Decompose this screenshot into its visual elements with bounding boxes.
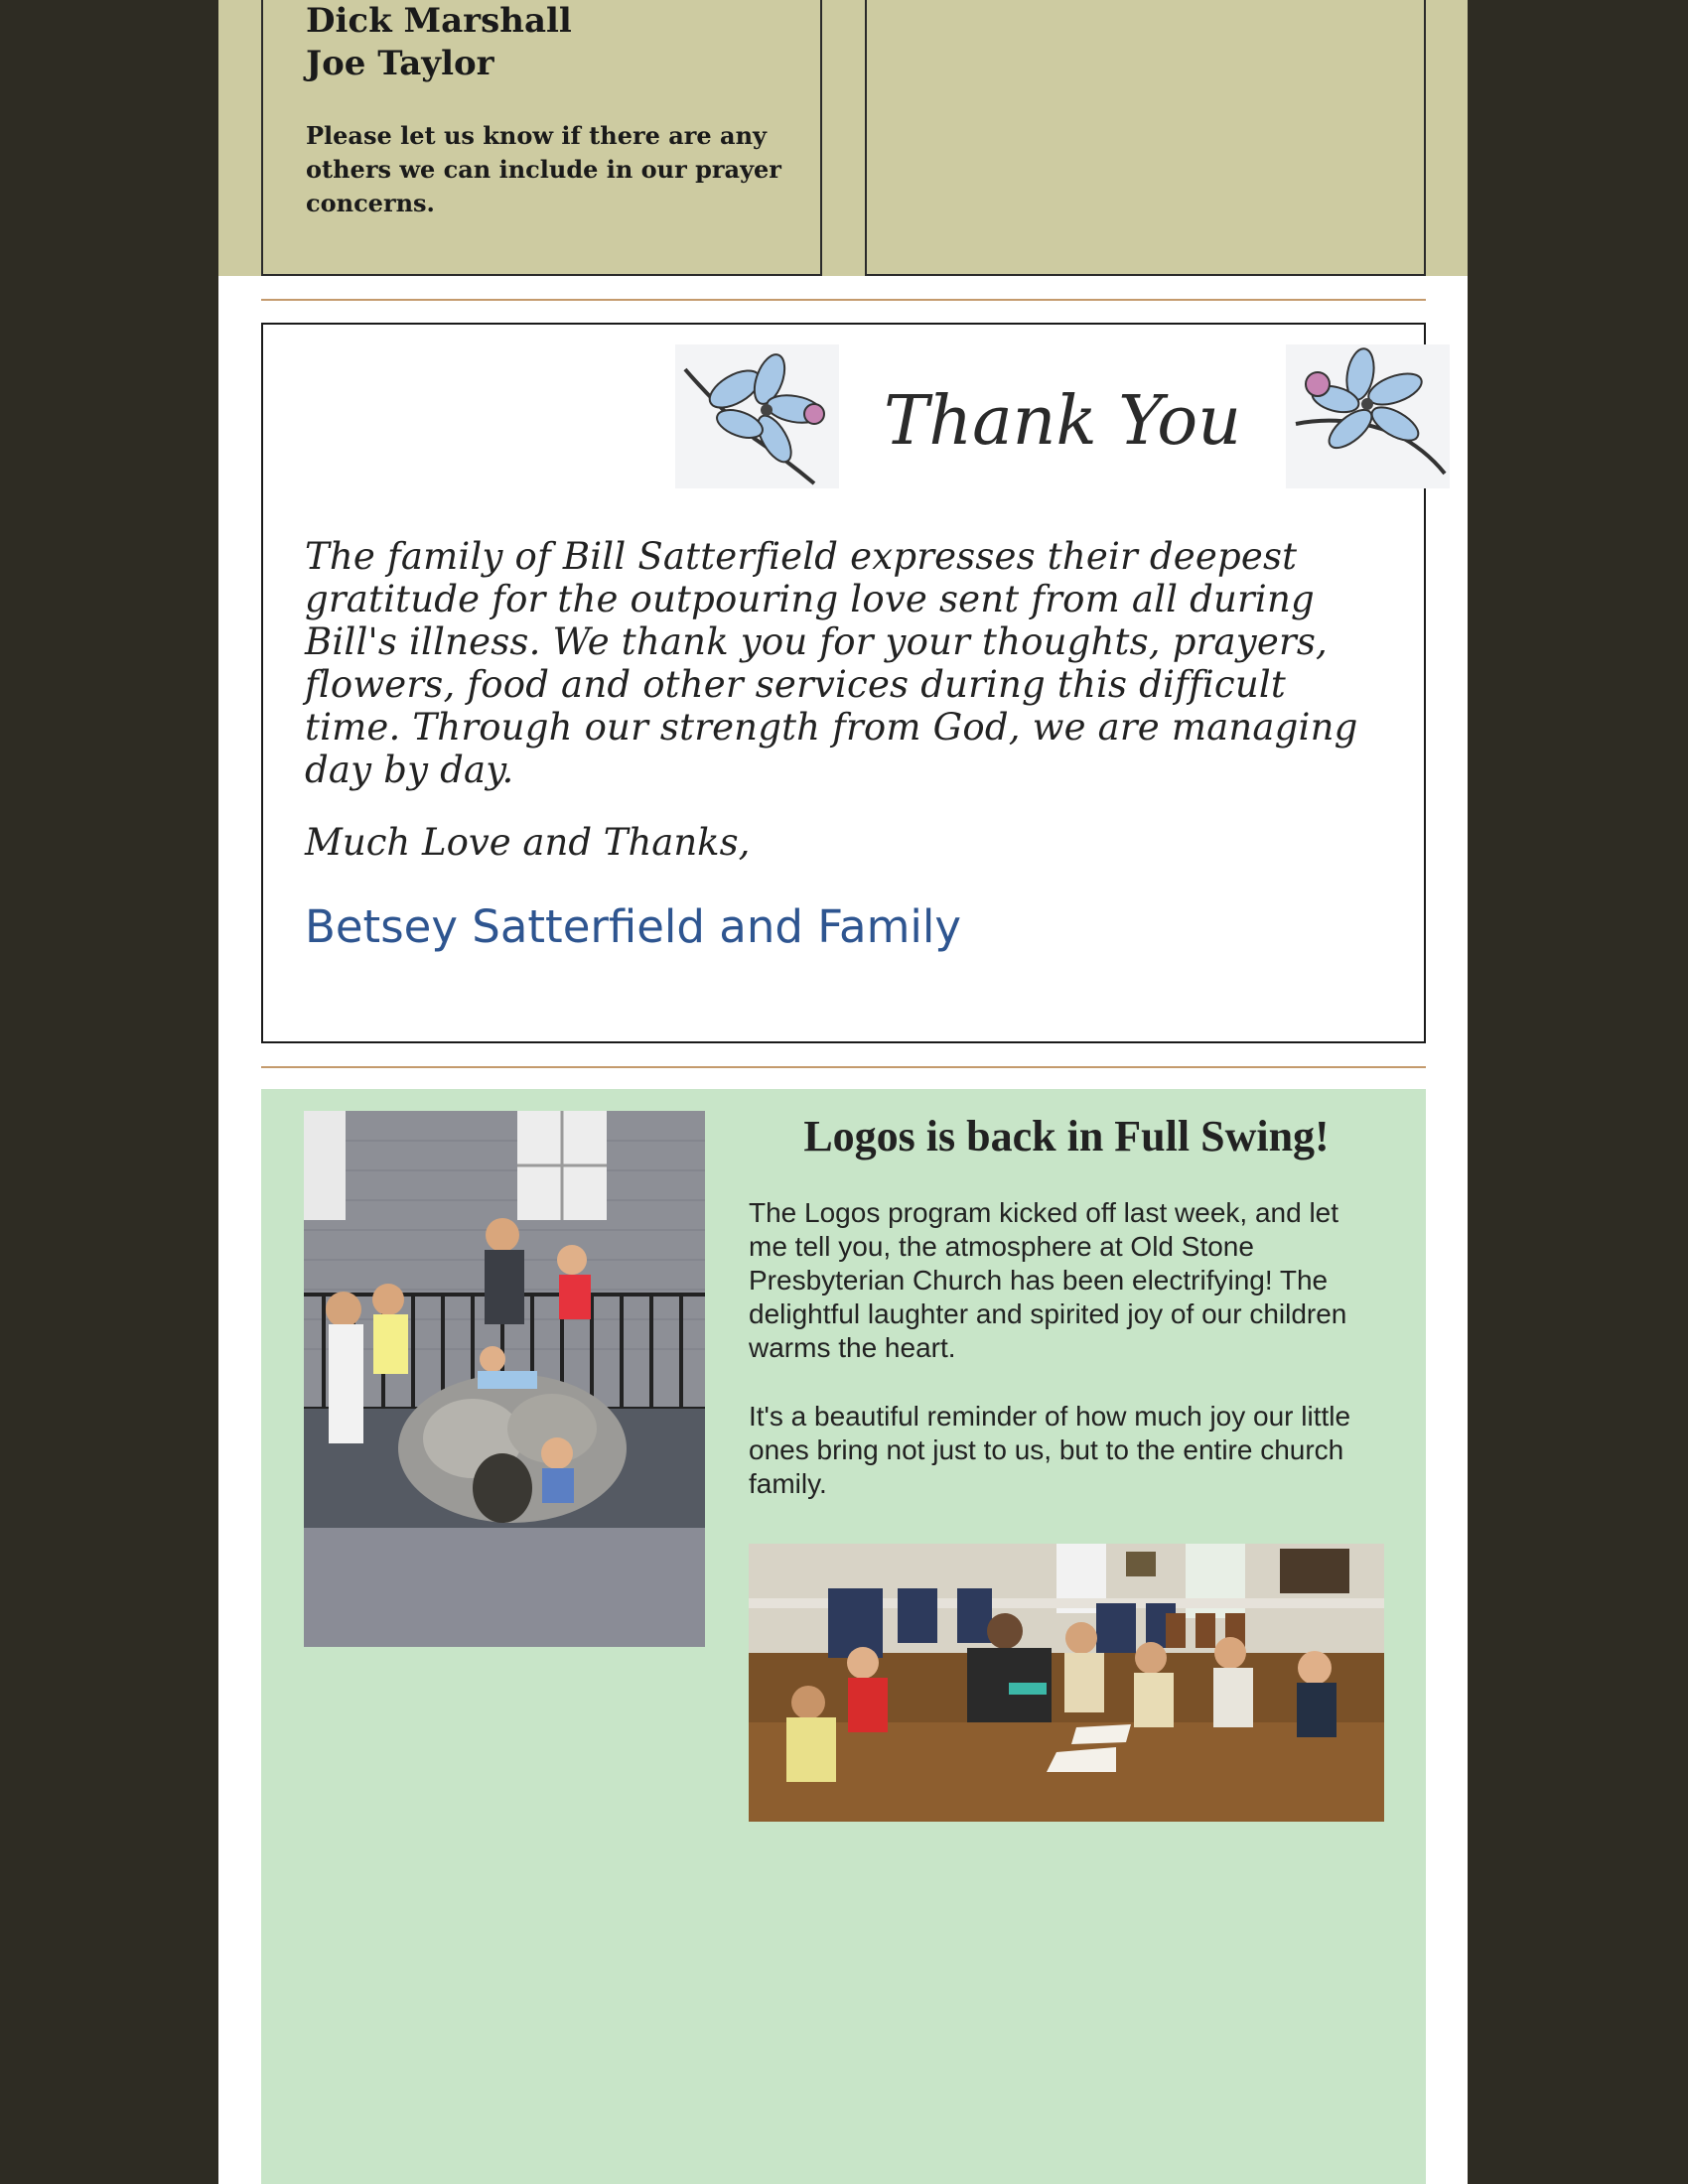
logos-paragraph: The Logos program kicked off last week, and let me tell you, the atmosphere at Old Stone Presbyterian Church has been electrifying! The delightful laughter and spirited joy of our children warms the heart. — [749, 1197, 1347, 1363]
empty-box — [865, 0, 1426, 276]
divider — [261, 1066, 1426, 1068]
divider — [261, 299, 1426, 301]
thank-you-banner — [675, 344, 1450, 488]
logos-title: Logos is back in Full Swing! — [803, 1112, 1330, 1160]
thank-you-message: The family of Bill Satterfield expresses their deepest gratitude for the outpouring love sent from all during Bill's illness. We thank you for your thoughts, prayers, flowers, food and other services during this difficult time. Through our strength from God, we are managing day by day. — [305, 535, 1358, 791]
thank-you-signature: Betsey Satterfield and Family — [305, 900, 962, 953]
newsletter-page — [218, 0, 1468, 2184]
prayer-band — [218, 0, 1468, 276]
flower-left-icon — [675, 344, 839, 488]
kids-music-circle-photo — [749, 1544, 1384, 1822]
kids-playground-photo — [304, 1111, 705, 1647]
logos-section — [261, 1089, 1426, 2184]
logos-paragraph: It's a beautiful reminder of how much joy our little ones bring not just to us, but to the entire church family. — [749, 1401, 1351, 1499]
thank-you-card — [261, 323, 1426, 1043]
prayer-name: Dick Marshall — [306, 1, 572, 41]
prayer-names — [306, 0, 572, 85]
prayer-concerns-box — [261, 0, 822, 276]
thank-you-signoff: Much Love and Thanks, — [305, 821, 751, 864]
banner-text: Thank You — [883, 382, 1242, 461]
prayer-note: Please let us know if there are any others we can include in our prayer concerns. — [306, 121, 781, 217]
prayer-name: Joe Taylor — [306, 44, 494, 83]
flower-right-icon — [1286, 344, 1450, 488]
